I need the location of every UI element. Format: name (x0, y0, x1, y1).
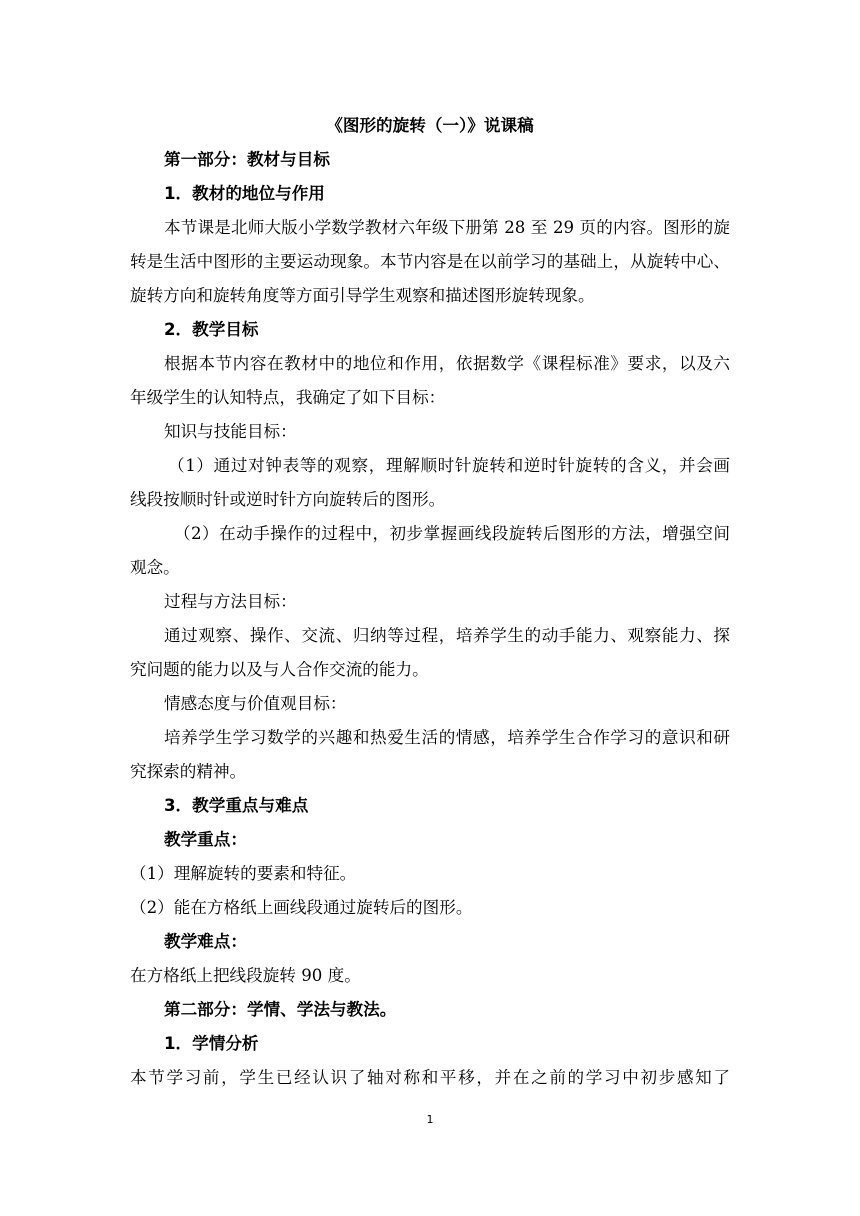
text-line: 转是生活中图形的主要运动现象。本节内容是在以前学习的基础上，从旋转中心、 (130, 252, 730, 271)
text-line: 年级学生的认知特点，我确定了如下目标： (130, 388, 446, 407)
text-line: 本节课是北师大版小学数学教材六年级下册第 28 至 29 页的内容。图形的旋 (164, 218, 730, 237)
text-line: 第一部分：教材与目标 (164, 150, 330, 169)
document-title: 《图形的旋转（一）》说课稿 (326, 116, 534, 135)
text-line: 1．教材的地位与作用 (164, 184, 325, 203)
text-line: 知识与技能目标： (164, 422, 297, 441)
text-line: 在方格纸上把线段旋转 90 度。 (130, 966, 361, 985)
text-line: （2）在动手操作的过程中，初步掌握画线段旋转后图形的方法，增强空间 (174, 524, 730, 543)
page-number: 1 (426, 1113, 434, 1126)
text-line: 情感态度与价值观目标： (164, 694, 347, 713)
text-line: 通过观察、操作、交流、归纳等过程，培养学生的动手能力、观察能力、探 (164, 626, 730, 645)
text-line: 观念。 (130, 558, 180, 577)
text-line: 培养学生学习数学的兴趣和热爱生活的情感，培养学生合作学习的意识和研 (164, 728, 730, 747)
text-line: （1）通过对钟表等的观察，理解顺时针旋转和逆时针旋转的含义，并会画 (168, 456, 730, 475)
text-line: 过程与方法目标： (164, 592, 297, 611)
text-line: 本节学习前，学生已经认识了轴对称和平移，并在之前的学习中初步感知了 (130, 1068, 730, 1087)
document-body (130, 109, 730, 1095)
text-line: 线段按顺时针或逆时针方向旋转后的图形。 (130, 490, 446, 509)
text-line: 3．教学重点与难点 (164, 796, 309, 815)
document-paragraphs (130, 143, 730, 1095)
text-line: 2．教学目标 (164, 320, 259, 339)
text-line: 教学重点： (164, 830, 247, 849)
text-line: 第二部分：学情、学法与教法。 (164, 1000, 397, 1019)
text-line: 旋转方向和旋转角度等方面引导学生观察和描述图形旋转现象。 (130, 286, 595, 305)
text-line: （2）能在方格纸上画线段通过旋转后的图形。 (130, 898, 473, 917)
text-line: 教学难点： (164, 932, 247, 951)
text-line: 根据本节内容在教材中的地位和作用，依据数学《课程标准》要求，以及六 (164, 354, 730, 373)
text-line: （1）理解旋转的要素和特征。 (130, 864, 357, 883)
text-line: 1．学情分析 (164, 1034, 259, 1053)
text-line: 究问题的能力以及与人合作交流的能力。 (130, 660, 429, 679)
text-line: 究探索的精神。 (130, 762, 247, 781)
